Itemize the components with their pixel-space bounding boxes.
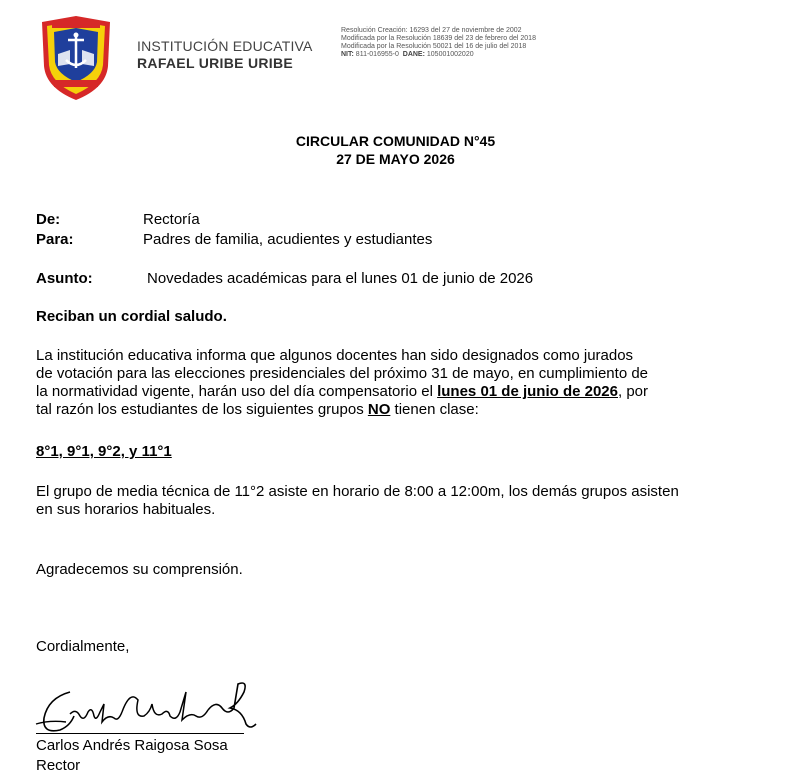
institution-name-line2: RAFAEL URIBE URIBE: [137, 55, 294, 71]
dane-value: 105001002020: [426, 51, 474, 58]
greeting: Reciban un cordial saludo.: [36, 308, 227, 325]
no-emphasis: NO: [367, 401, 391, 418]
resolution-modification-2: Modificada por la Resolución 50021 del 16 de julio del 2018: [341, 43, 527, 50]
paragraph-1-line-2: de votación para las elecciones presidenciales del próximo 31 de mayo, en cumplimiento de: [36, 365, 649, 382]
signer-name: Carlos Andrés Raigosa Sosa: [36, 737, 228, 754]
to-value: Padres de familia, acudientes y estudiantes: [143, 231, 433, 248]
paragraph-1-line-4-text: tal razón los estudiantes de los siguientes grupos: [36, 401, 364, 418]
paragraph-1-line-1: La institución educativa informa que algunos docentes han sido designados como jurados: [36, 347, 634, 364]
highlighted-date: lunes 01 de junio de 2026: [437, 383, 618, 400]
dane-label: DANE:: [402, 51, 425, 58]
paragraph-2: [36, 483, 756, 519]
institution-name-line1: INSTITUCIÓN EDUCATIVA: [137, 38, 313, 54]
nit-dane-line: [341, 51, 474, 59]
subject-value: Novedades académicas para el lunes 01 de junio de 2026: [147, 270, 534, 287]
nit-label: NIT:: [341, 51, 354, 58]
subject-label: Asunto:: [36, 270, 93, 287]
paragraph-1-line-4-end: tienen clase:: [394, 401, 479, 418]
affected-groups: 8°1, 9°1, 9°2, y 11°1: [36, 443, 172, 460]
from-value: Rectoría: [143, 211, 200, 228]
signer-role: Rector: [36, 757, 81, 774]
paragraph-1: [36, 347, 756, 419]
paragraph-1-line-3-text: la normatividad vigente, harán uso del día compensatorio el: [36, 383, 433, 400]
closing: Cordialmente,: [36, 638, 130, 655]
paragraph-1-line-3-end: , por: [618, 383, 649, 400]
paragraph-1-line-4: [36, 401, 756, 419]
from-label: De:: [36, 211, 61, 228]
resolution-modification-1: Modificada por la Resolución 18639 del 23 de febrero del 2018: [341, 35, 536, 42]
signature-line: [36, 733, 244, 734]
circular-date: 27 DE MAYO 2026: [336, 151, 455, 167]
paragraph-2-line-2: en sus horarios habituales.: [36, 501, 216, 518]
thanks: Agradecemos su comprensión.: [36, 561, 243, 578]
to-label: Para:: [36, 231, 74, 248]
paragraph-1-line-3: [36, 383, 756, 401]
circular-title: CIRCULAR COMUNIDAD N°45: [295, 133, 496, 149]
institution-logo: [40, 14, 112, 102]
paragraph-2-line-1: El grupo de media técnica de 11°2 asiste en horario de 8:00 a 12:00m, los demás grupos asisten: [36, 483, 679, 500]
nit-value: 811-016955-0: [355, 51, 399, 58]
resolution-creation: Resolución Creación: 16293 del 27 de noviembre de 2002: [341, 27, 522, 34]
